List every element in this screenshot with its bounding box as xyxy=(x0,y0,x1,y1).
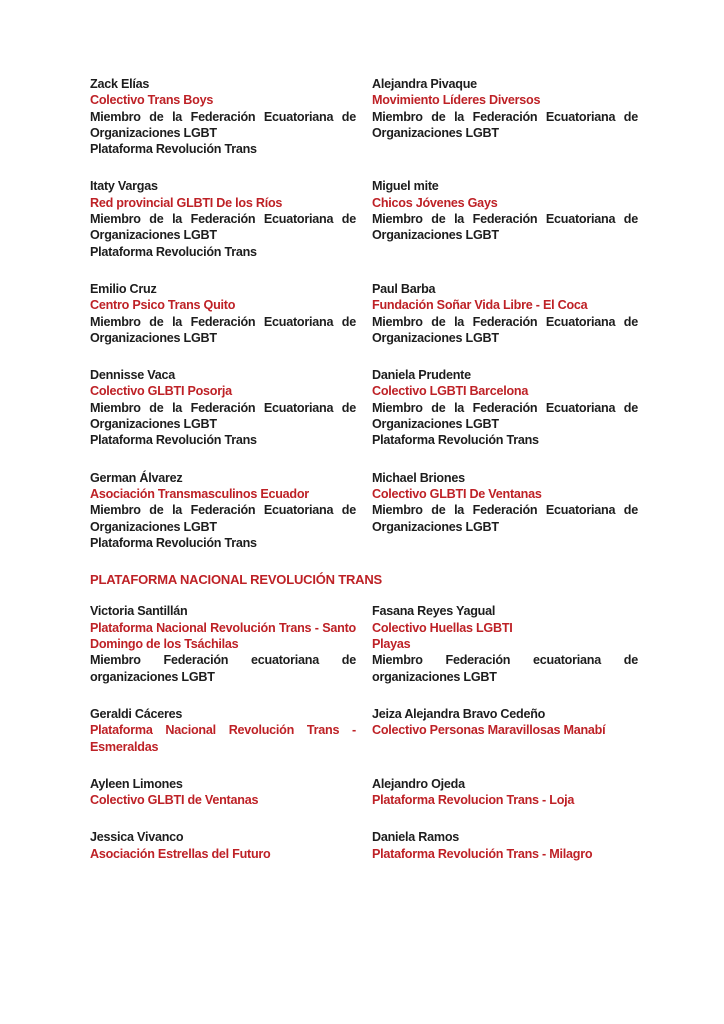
platform-line: Plataforma Revolución Trans xyxy=(90,535,257,550)
person-name: Jessica Vivanco xyxy=(90,830,184,845)
person-entry xyxy=(372,178,638,259)
person-name: Itaty Vargas xyxy=(90,179,158,194)
person-name: Emilio Cruz xyxy=(90,281,157,296)
person-entry xyxy=(90,178,356,259)
person-name: Jeiza Alejandra Bravo Cedeño xyxy=(372,706,546,721)
org-name: Plataforma Revolución Trans - Milagro xyxy=(372,846,593,861)
org-name: Movimiento Líderes Diversos xyxy=(372,93,541,108)
entries-row xyxy=(90,706,638,755)
membership-line: Organizaciones LGBT xyxy=(90,417,217,432)
platform-line: Plataforma Revolución Trans xyxy=(90,433,257,448)
membership-line: Organizaciones LGBT xyxy=(372,228,499,243)
entries-row xyxy=(90,367,638,448)
membership-line: Miembro de la Federación Ecuatoriana de xyxy=(90,109,356,124)
org-name: Red provincial GLBTI De los Ríos xyxy=(90,195,283,210)
person-name: Fasana Reyes Yagual xyxy=(372,604,496,619)
org-name: Plataforma Revolucion Trans - Loja xyxy=(372,793,575,808)
membership-line: Organizaciones LGBT xyxy=(90,228,217,243)
membership-line: Miembro de la Federación Ecuatoriana de xyxy=(372,503,638,518)
person-entry xyxy=(90,706,356,755)
entries-row xyxy=(90,829,638,862)
entries-row xyxy=(90,776,638,809)
platform-line: Plataforma Revolución Trans xyxy=(90,142,257,157)
org-name: Esmeraldas xyxy=(90,739,159,754)
membership-line: Miembro de la Federación Ecuatoriana de xyxy=(372,400,638,415)
person-entry xyxy=(90,776,356,809)
person-entry xyxy=(372,603,638,684)
org-name: Plataforma Nacional Revolución Trans - xyxy=(90,723,356,738)
person-entry xyxy=(90,603,356,684)
membership-line: Miembro Federación ecuatoriana de xyxy=(372,653,638,668)
entries-row xyxy=(90,76,638,157)
org-name: Colectivo GLBTI de Ventanas xyxy=(90,793,259,808)
entries-row xyxy=(90,178,638,259)
org-name: Colectivo Trans Boys xyxy=(90,93,214,108)
membership-line: organizaciones LGBT xyxy=(372,669,497,684)
org-name: Colectivo GLBTI Posorja xyxy=(90,384,232,399)
person-name: Alejandra Pivaque xyxy=(372,77,477,91)
person-name: German Álvarez xyxy=(90,470,183,485)
person-entry xyxy=(372,76,638,157)
entries-row xyxy=(90,470,638,551)
org-name: Colectivo Personas Maravillosas Manabí xyxy=(372,723,606,738)
person-name: Miguel mite xyxy=(372,179,439,194)
membership-line: Organizaciones LGBT xyxy=(90,125,217,140)
org-name: Playas xyxy=(372,637,411,652)
section-heading: PLATAFORMA NACIONAL REVOLUCIÓN TRANS xyxy=(90,572,383,588)
membership-line: Miembro de la Federación Ecuatoriana de xyxy=(90,212,356,227)
person-entry xyxy=(90,281,356,346)
person-name: Michael Briones xyxy=(372,470,465,485)
org-name: Colectivo LGBTI Barcelona xyxy=(372,384,529,399)
membership-line: Organizaciones LGBT xyxy=(90,519,217,534)
person-entry xyxy=(90,367,356,448)
person-entry xyxy=(372,829,638,862)
platform-line: Plataforma Revolución Trans xyxy=(90,244,257,259)
org-name: Colectivo Huellas LGBTI xyxy=(372,620,513,635)
membership-line: Miembro de la Federación Ecuatoriana de xyxy=(372,212,638,227)
membership-line: Miembro de la Federación Ecuatoriana de xyxy=(372,109,638,124)
person-name: Geraldi Cáceres xyxy=(90,706,183,721)
person-name: Alejandro Ojeda xyxy=(372,776,465,791)
person-name: Dennisse Vaca xyxy=(90,368,175,383)
person-entry xyxy=(90,76,356,157)
entries-row xyxy=(90,281,638,346)
membership-line: organizaciones LGBT xyxy=(90,669,215,684)
person-entry xyxy=(372,470,638,551)
membership-line: Miembro de la Federación Ecuatoriana de xyxy=(90,503,356,518)
person-entry xyxy=(372,776,638,809)
person-entry xyxy=(90,470,356,551)
membership-line: Organizaciones LGBT xyxy=(372,330,499,345)
person-name: Zack Elías xyxy=(90,77,150,91)
person-entry xyxy=(372,281,638,346)
membership-line: Organizaciones LGBT xyxy=(372,417,499,432)
entries-row xyxy=(90,603,638,684)
membership-line: Organizaciones LGBT xyxy=(372,519,499,534)
membership-line: Organizaciones LGBT xyxy=(90,330,217,345)
person-name: Paul Barba xyxy=(372,281,436,296)
person-name: Victoria Santillán xyxy=(90,604,188,619)
person-entry xyxy=(90,829,356,862)
org-name: Centro Psico Trans Quito xyxy=(90,298,236,313)
person-entry xyxy=(372,367,638,448)
org-name: Domingo de los Tsáchilas xyxy=(90,637,239,652)
org-name: Asociación Transmasculinos Ecuador xyxy=(90,486,309,501)
person-entry xyxy=(372,706,638,755)
membership-line: Miembro de la Federación Ecuatoriana de xyxy=(372,314,638,329)
org-name: Colectivo GLBTI De Ventanas xyxy=(372,486,542,501)
org-name: Asociación Estrellas del Futuro xyxy=(90,846,271,861)
org-name: Fundación Soñar Vida Libre - El Coca xyxy=(372,298,588,313)
org-name: Plataforma Nacional Revolución Trans - Santo xyxy=(90,620,356,635)
platform-line: Plataforma Revolución Trans xyxy=(372,433,539,448)
membership-line: Miembro Federación ecuatoriana de xyxy=(90,653,356,668)
membership-line: Miembro de la Federación Ecuatoriana de xyxy=(90,400,356,415)
person-name: Daniela Prudente xyxy=(372,368,471,383)
person-name: Ayleen Limones xyxy=(90,776,183,791)
membership-line: Organizaciones LGBT xyxy=(372,125,499,140)
person-name: Daniela Ramos xyxy=(372,830,460,845)
org-name: Chicos Jóvenes Gays xyxy=(372,195,498,210)
membership-line: Miembro de la Federación Ecuatoriana de xyxy=(90,314,356,329)
